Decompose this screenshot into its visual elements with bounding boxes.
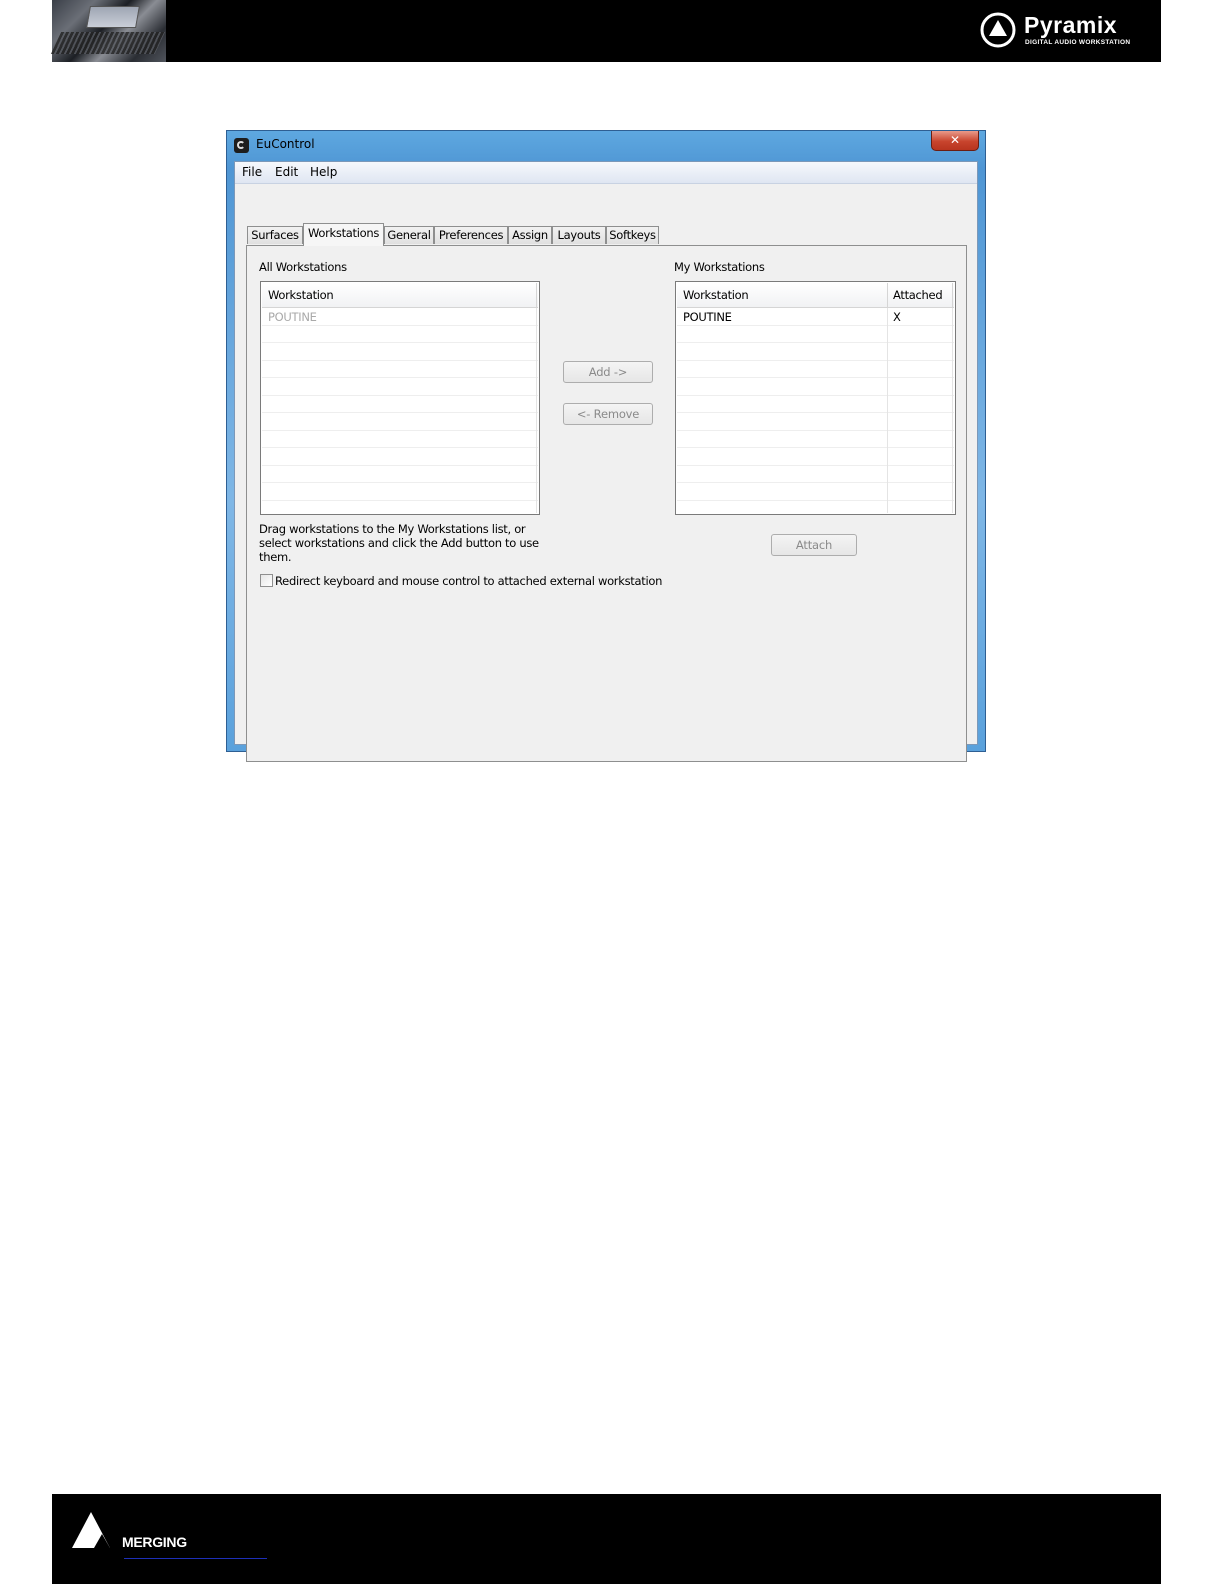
pyramix-wordmark: Pyramix: [1024, 12, 1118, 38]
window-client-area: [234, 161, 978, 745]
instructions-line-3: them.: [259, 550, 292, 564]
merging-logo: [72, 1512, 222, 1552]
redirect-checkbox-label[interactable]: Redirect keyboard and mouse control to attached external workstation: [275, 574, 663, 588]
eucontrol-app-icon: [234, 138, 249, 153]
list-item[interactable]: [262, 396, 538, 414]
close-button[interactable]: ✕: [931, 131, 979, 151]
list-item[interactable]: [262, 448, 538, 466]
column-separator: [536, 283, 537, 307]
list-item[interactable]: [677, 308, 954, 326]
pyramix-logo: [980, 12, 1145, 52]
instructions-line-1: Drag workstations to the My Workstations list, or: [259, 522, 526, 536]
column-header-workstation[interactable]: Workstation: [268, 288, 334, 302]
list-item[interactable]: [677, 343, 954, 361]
all-workstations-rows: [262, 308, 538, 515]
merging-triangle-icon: [72, 1512, 122, 1550]
list-item[interactable]: [262, 343, 538, 361]
list-item[interactable]: [262, 413, 538, 431]
all-workstations-list[interactable]: [260, 281, 540, 515]
instructions-line-2: select workstations and click the Add button to use: [259, 536, 539, 550]
list-item[interactable]: [262, 326, 538, 344]
all-workstations-label: All Workstations: [259, 260, 347, 274]
list-item[interactable]: [262, 308, 538, 326]
column-gridline: [536, 308, 537, 513]
list-item[interactable]: [677, 466, 954, 484]
eucontrol-window: [226, 130, 986, 752]
list-item[interactable]: [262, 361, 538, 379]
window-title: EuControl: [256, 137, 315, 151]
list-item[interactable]: [262, 501, 538, 516]
remove-button[interactable]: <- Remove: [563, 403, 653, 425]
workstations-tab-panel: [246, 245, 967, 762]
list-item[interactable]: [677, 413, 954, 431]
add-button[interactable]: Add ->: [563, 361, 653, 383]
footer-link-underline[interactable]: [124, 1558, 267, 1559]
tab-workstations[interactable]: Workstations: [303, 223, 384, 246]
list-header: [262, 283, 538, 308]
menu-file[interactable]: File: [242, 165, 263, 179]
list-header: [677, 283, 954, 308]
page-footer: [52, 1494, 1161, 1584]
menu-bar: [235, 162, 977, 184]
list-item[interactable]: [677, 483, 954, 501]
list-item[interactable]: [262, 378, 538, 396]
tab-layouts[interactable]: Layouts: [552, 226, 606, 244]
column-gridline: [952, 308, 953, 513]
tab-assign[interactable]: Assign: [508, 226, 552, 244]
column-separator: [952, 283, 953, 307]
workstation-name: POUTINE: [268, 310, 317, 324]
list-item[interactable]: [262, 466, 538, 484]
pyramix-logo-icon: [980, 12, 1016, 48]
merging-wordmark: MERGING: [122, 1534, 187, 1550]
menu-help[interactable]: Help: [310, 165, 338, 179]
attach-button[interactable]: Attach: [771, 534, 857, 556]
list-item[interactable]: [677, 361, 954, 379]
list-item[interactable]: [262, 431, 538, 449]
redirect-checkbox[interactable]: [260, 574, 273, 587]
column-header-attached[interactable]: Attached: [893, 288, 943, 302]
attached-marker: X: [893, 310, 901, 324]
my-workstations-list[interactable]: [675, 281, 956, 515]
list-item[interactable]: [677, 431, 954, 449]
list-item[interactable]: [677, 326, 954, 344]
pyramix-tagline: DIGITAL AUDIO WORKSTATION: [1025, 39, 1131, 46]
workstation-name: POUTINE: [683, 310, 732, 324]
my-workstations-label: My Workstations: [674, 260, 765, 274]
column-separator: [887, 283, 888, 307]
tab-softkeys[interactable]: Softkeys: [606, 226, 659, 244]
menu-edit[interactable]: Edit: [275, 165, 299, 179]
list-item[interactable]: [677, 501, 954, 516]
header-studio-photo: [52, 0, 166, 62]
photo-monitor: [86, 6, 140, 28]
column-gridline: [887, 308, 888, 513]
title-bar[interactable]: [227, 131, 985, 161]
drag-instructions: [259, 522, 539, 564]
photo-console: [51, 32, 165, 54]
list-item[interactable]: [677, 378, 954, 396]
column-header-workstation[interactable]: Workstation: [683, 288, 749, 302]
list-item[interactable]: [262, 483, 538, 501]
tab-general[interactable]: General: [384, 226, 434, 244]
tab-surfaces[interactable]: Surfaces: [247, 226, 303, 244]
list-item[interactable]: [677, 396, 954, 414]
list-item[interactable]: [677, 448, 954, 466]
tab-preferences[interactable]: Preferences: [434, 226, 508, 244]
page-header: [52, 0, 1161, 62]
my-workstations-rows: [677, 308, 954, 515]
